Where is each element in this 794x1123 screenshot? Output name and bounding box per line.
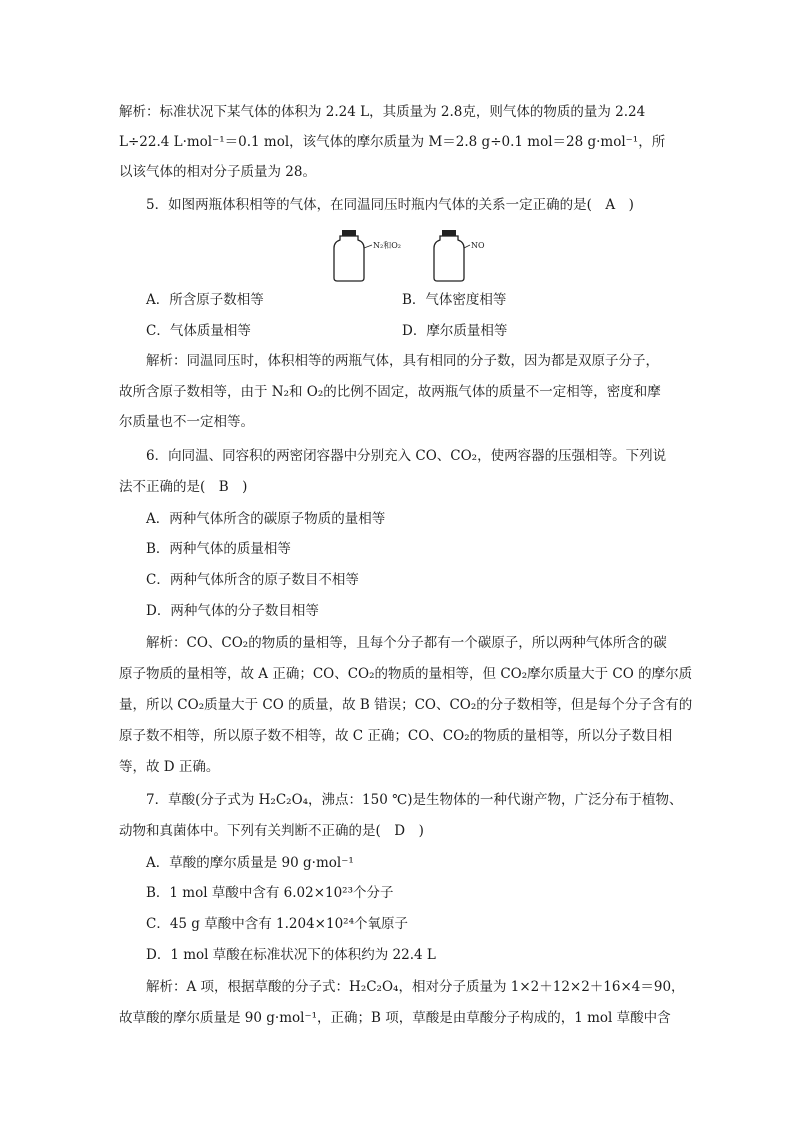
- two-bottles-figure: [330, 226, 500, 284]
- question-6-stem-line-2: 法不正确的是( B ): [119, 479, 248, 495]
- bottle-2-label: NO: [471, 241, 485, 250]
- question-6-option-a: A．两种气体所含的碳原子物质的量相等: [146, 511, 386, 527]
- question-7-stem-line-1: 7．草酸(分子式为 H₂C₂O₄，沸点：150 ℃)是生物体的一种代谢产物，广泛分布于植物、: [146, 792, 683, 808]
- question-7-option-b: B．1 mol 草酸中含有 6.02×10²³个分子: [146, 885, 394, 901]
- question-7-option-a: A．草酸的摩尔质量是 90 g·mol⁻¹: [146, 855, 354, 871]
- bottle-1-label: N₂和O₂: [373, 241, 401, 250]
- explanation-6-line-4: 原子数不相等，所以原子数不相等，故 C 正确；CO、CO₂的物质的量相等，所以分子数目相: [119, 728, 673, 744]
- question-5-option-d: D．摩尔质量相等: [402, 323, 508, 339]
- explanation-5-line-1: 解析：同温同压时，体积相等的两瓶气体，具有相同的分子数，因为都是双原子分子，: [146, 353, 659, 369]
- question-7-option-c: C．45 g 草酸中含有 1.204×10²⁴个氧原子: [146, 916, 408, 932]
- explanation-5-line-3: 尔质量也不一定相等。: [119, 414, 254, 430]
- bottle-2-icon: [434, 236, 464, 281]
- explanation-7-line-1: 解析：A 项，根据草酸的分子式：H₂C₂O₄，相对分子质量为 1×2＋12×2＋16×4＝90，: [146, 979, 685, 995]
- question-5-option-a: A．所含原子数相等: [146, 292, 264, 308]
- explanation-4-line-2: L÷22.4 L·mol⁻¹＝0.1 mol，该气体的摩尔质量为 M＝2.8 g÷0.1 mol＝28 g·mol⁻¹，所: [119, 134, 666, 150]
- bottle-1-icon: [334, 236, 364, 281]
- question-7-option-d: D．1 mol 草酸在标准状况下的体积约为 22.4 L: [146, 947, 436, 963]
- bottle-2-cap-icon: [442, 230, 456, 236]
- explanation-7-line-2: 故草酸的摩尔质量是 90 g·mol⁻¹，正确；B 项，草酸是由草酸分子构成的，1 mol 草酸中含: [119, 1010, 671, 1026]
- question-6-stem-line-1: 6．向同温、同容积的两密闭容器中分别充入 CO、CO₂，使两容器的压强相等。下列说: [146, 448, 667, 464]
- question-6-option-c: C．两种气体所含的原子数目不相等: [146, 572, 359, 588]
- question-5-stem: 5．如图两瓶体积相等的气体，在同温同压时瓶内气体的关系一定正确的是( A ): [146, 197, 634, 213]
- explanation-6-line-1: 解析：CO、CO₂的物质的量相等，且每个分子都有一个碳原子，所以两种气体所含的碳: [146, 635, 667, 651]
- explanation-4-line-1: 解析：标准状况下某气体的体积为 2.24 L，其质量为 2.8克，则气体的物质的量为 2.24: [119, 104, 646, 120]
- question-6-option-b: B．两种气体的质量相等: [146, 541, 291, 557]
- question-7-stem-line-2: 动物和真菌体中。下列有关判断不正确的是( D ): [119, 823, 424, 839]
- bottles-illustration: [330, 226, 500, 284]
- explanation-4-line-3: 以该气体的相对分子质量为 28。: [119, 164, 316, 180]
- explanation-6-line-2: 原子物质的量相等，故 A 正确；CO、CO₂的物质的量相等，但 CO₂摩尔质量大于 CO 的摩尔质: [119, 666, 693, 682]
- question-5-option-b: B．气体密度相等: [402, 292, 507, 308]
- explanation-6-line-3: 量，所以 CO₂质量大于 CO 的质量，故 B 错误；CO、CO₂的分子数相等，但是每个分子含有的: [119, 697, 693, 713]
- bottle-1-cap-icon: [342, 230, 356, 236]
- question-5-option-c: C．气体质量相等: [146, 323, 251, 339]
- explanation-5-line-2: 故所含原子数相等，由于 N₂和 O₂的比例不固定，故两瓶气体的质量不一定相等，密度和摩: [119, 384, 661, 400]
- question-6-option-d: D．两种气体的分子数目相等: [146, 603, 319, 619]
- explanation-6-line-5: 等，故 D 正确。: [119, 759, 220, 775]
